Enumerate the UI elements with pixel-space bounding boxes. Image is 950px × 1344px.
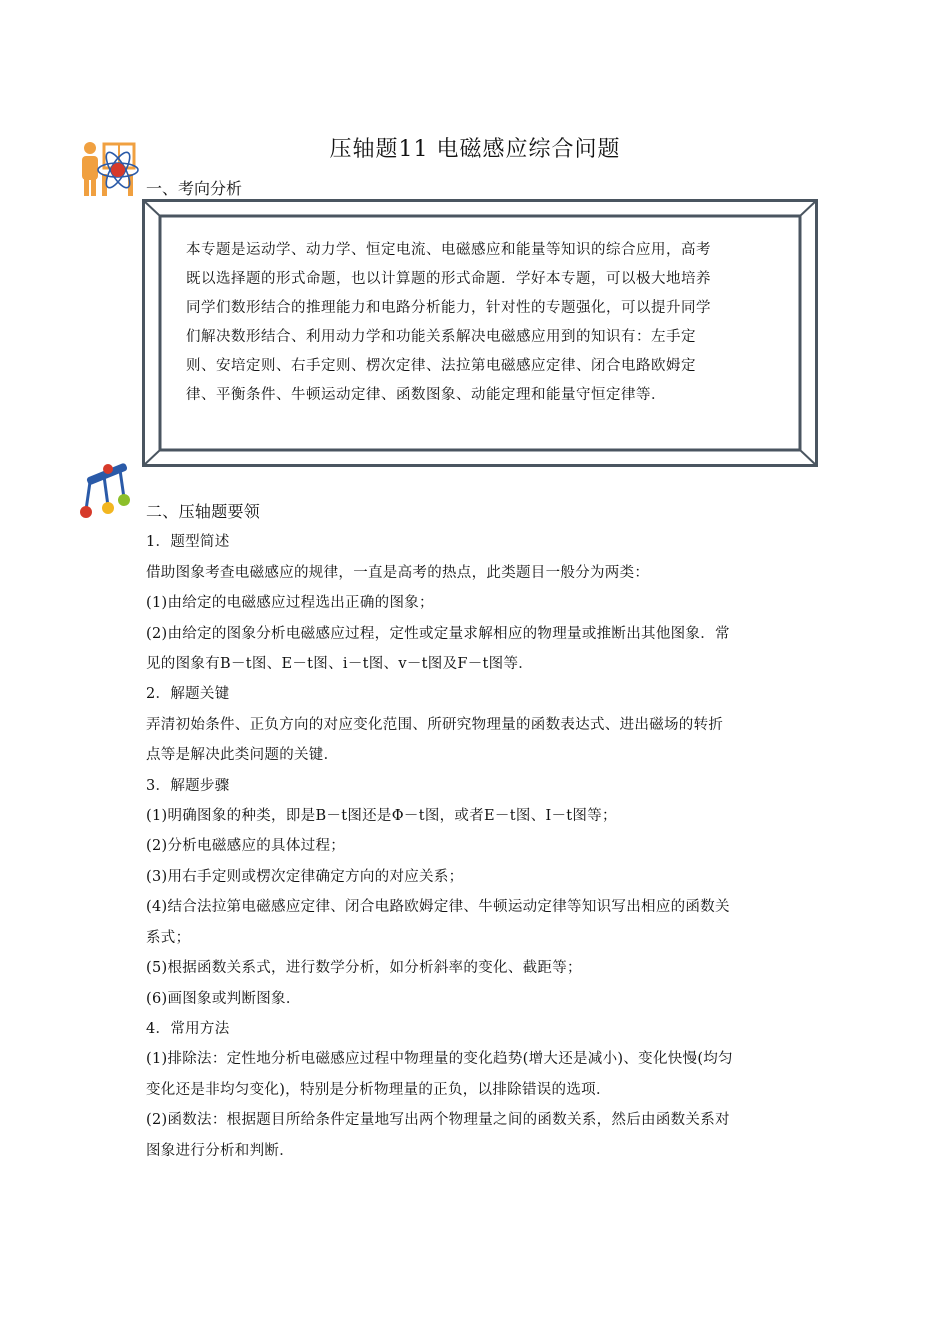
analysis-line: 同学们数形结合的推理能力和电路分析能力，针对性的专题强化，可以提升同学 [186,300,711,316]
science-teacher-icon [78,140,142,198]
content-line: 变化还是非均匀变化)，特别是分析物理量的正负，以排除错误的选项． [146,1081,611,1098]
content-line: (3)用右手定则或楞次定律确定方向的对应关系； [146,868,464,885]
content-line: 图象进行分析和判断． [146,1142,294,1159]
content-line: 3．解题步骤 [146,777,230,794]
content-line: 弄清初始条件、正负方向的对应变化范围、所研究物理量的函数表达式、进出磁场的转折 [146,716,724,733]
content-line: 2．解题关键 [146,686,230,703]
analysis-line: 本专题是运动学、动力学、恒定电流、电磁感应和能量等知识的综合应用，高考 [186,242,711,258]
content-line: (2)由给定的图象分析电磁感应过程，定性或定量求解相应的物理量或推断出其他图象．常 [146,625,730,642]
analysis-line: 既以选择题的形式命题，也以计算题的形式命题．学好本专题，可以极大地培养 [186,271,711,287]
analysis-line: 律、平衡条件、牛顿运动定律、函数图象、动能定理和能量守恒定律等． [186,387,666,403]
content-line: 4．常用方法 [146,1020,230,1037]
content-line: (4)结合法拉第电磁感应定律、闭合电路欧姆定律、牛顿运动定律等知识写出相应的函数关 [146,899,730,916]
analysis-line: 则、安培定则、右手定则、楞次定律、法拉第电磁感应定律、闭合电路欧姆定 [186,358,696,374]
content-line: (2)函数法：根据题目所给条件定量地写出两个物理量之间的函数关系，然后由函数关系对 [146,1112,730,1129]
content-line: (1)由给定的电磁感应过程选出正确的图象； [146,595,434,612]
section-heading-key-points: 二、压轴题要领 [146,502,261,521]
content-line: (1)明确图象的种类，即是B－t图还是Φ－t图，或者E－t图、I－t图等； [146,808,617,825]
molecule-model-icon [78,462,134,520]
analysis-line: 们解决数形结合、利用动力学和功能关系解决电磁感应用到的知识有：左手定 [186,329,696,345]
content-line: (1)排除法：定性地分析电磁感应过程中物理量的变化趋势(增大还是减小)、变化快慢(均匀 [146,1051,733,1068]
analysis-paragraph [186,236,776,410]
content-line: (5)根据函数关系式，进行数学分析，如分析斜率的变化、截距等； [146,960,582,977]
content-line: (6)画图象或判断图象． [146,990,301,1007]
content-line: 见的图象有B－t图、E－t图、i－t图、v－t图及F－t图等． [146,656,534,673]
content-line: 系式； [146,929,191,946]
content-line: 1．题型简述 [146,534,230,551]
page-title: 压轴题11 电磁感应综合问题 [329,137,621,162]
key-points-section [146,497,806,1166]
section-heading-analysis: 一、考向分析 [146,179,243,198]
content-line: 借助图象考查电磁感应的规律，一直是高考的热点，此类题目一般分为两类： [146,564,650,581]
content-line: 点等是解决此类问题的关键． [146,747,339,764]
content-line: (2)分析电磁感应的具体过程； [146,838,346,855]
